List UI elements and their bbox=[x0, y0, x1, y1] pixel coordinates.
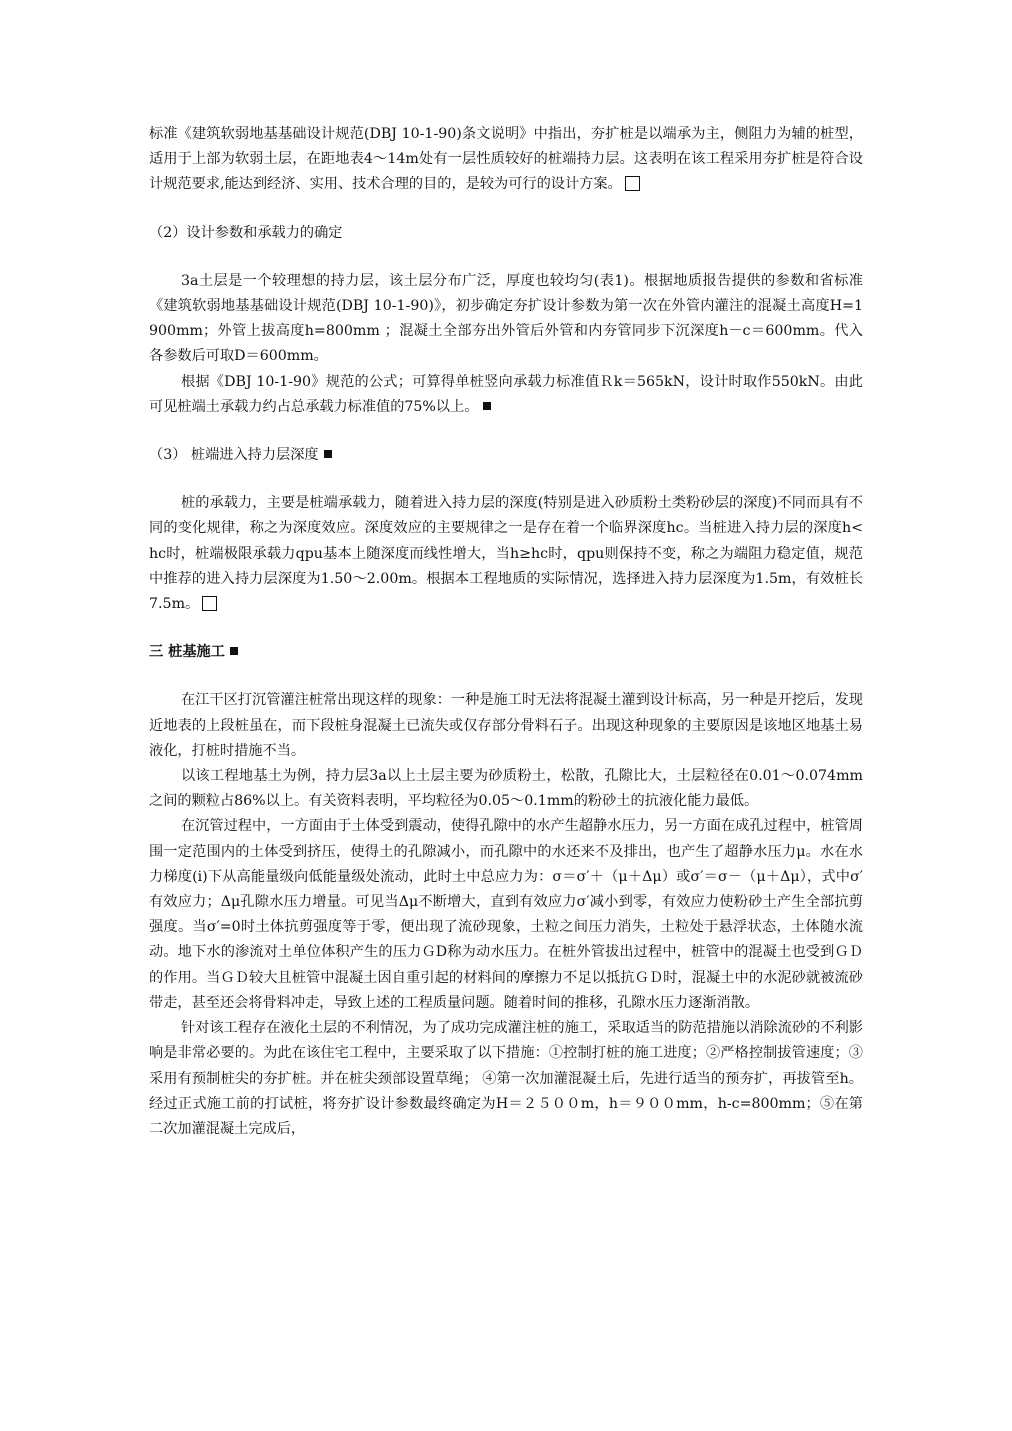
paragraph bbox=[149, 370, 863, 420]
section-heading: （2）设计参数和承载力的确定 bbox=[149, 224, 343, 241]
paragraph: 在江干区打沉管灌注桩常出现这样的现象：一种是施工时无法将混凝土灌到设计标高，另一种是开挖后，发现近地表的上段桩虽在，而下段桩身混凝土已流失或仅存部分骨料石子。出现这种现象的主要原因是该地区地基土易液化，打桩时措施不当。 bbox=[149, 692, 863, 759]
paragraph: 在沉管过程中，一方面由于土体受到震动，使得孔隙中的水产生超静水压力，另一方面在成孔过程中，桩管周围一定范围内的土体受到挤压，使得土的孔隙减小，而孔隙中的水还来不及排出，也产生了超静水压力μ。水在水力梯度(i)下从高能量级向低能量级处流动，此时土中总应力为：σ＝σ′＋（μ＋Δμ）或σ′＝σ－（μ＋Δμ），式中σ′有效应力；Δμ孔隙水压力增量。可见当Δμ不断增大，直到有效应力σ′减小到零，有效应力使粉砂土产生全部抗剪强度。当σ′=0时土体抗剪强度等于零，便出现了流砂现象，土粒之间压力消失，土粒处于悬浮状态，土体随水流动。地下水的渗流对土单位体积产生的压力ＧD称为动水压力。在桩外管拔出过程中，桩管中的混凝土也受到ＧＤ的作用。当ＧＤ较大且桩管中混凝土因自重引起的材料间的摩擦力不足以抵抗ＧＤ时，混凝土中的水泥砂就被流砂带走，甚至还会将骨料冲走，导致上述的工程质量问题。随着时间的推移，孔隙水压力逐渐消散。 bbox=[149, 818, 863, 1011]
paragraph bbox=[149, 122, 863, 198]
checkbox-box-icon bbox=[202, 596, 217, 611]
paragraph bbox=[149, 491, 863, 617]
section-heading bbox=[149, 443, 863, 468]
paragraph-text: 桩的承载力，主要是桩端承载力，随着进入持力层的深度(特别是进入砂质粉土类粉砂层的深度)不同而具有不同的变化规律，称之为深度效应。深度效应的主要规律之一是存在着一个临界深度hc。当桩进入持力层的深度h<hc时，桩端极限承载力qpu基本上随深度而线性增大，当h≥hc时，qpu则保持不变，称之为端阻力稳定值，规范中推荐的进入持力层深度为1.50～2.00m。根据本工程地质的实际情况，选择进入持力层深度为1.5m，有效桩长7.5m。 bbox=[149, 495, 863, 613]
document-page bbox=[149, 122, 863, 1142]
heading-text: （3） 桩端进入持力层深度 bbox=[149, 447, 319, 464]
paragraph-text: 根据《DBJ 10-1-90》规范的公式；可算得单桩竖向承载力标准值Ｒk＝565kN，设计时取作550kN。由此可见桩端土承载力约占总承载力标准值的75%以上。 bbox=[149, 373, 863, 415]
paragraph: 3a土层是一个较理想的持力层，该土层分布广泛，厚度也较均匀(表1)。根据地质报告提供的参数和省标准《建筑软弱地基基础设计规范(DBJ 10-1-90)》，初步确定夯扩设计参数为第一次在外管内灌注的混凝土高度H=1900mm；外管上拔高度h=800mm ；混凝土全部夯出外管后外管和内夯管同步下沉深度h－c＝600mm。代入各参数后可取D＝600mm。 bbox=[149, 272, 863, 365]
chapter-heading bbox=[149, 640, 863, 665]
paragraph: 针对该工程存在液化土层的不利情况，为了成功完成灌注桩的施工，采取适当的防范措施以消除流砂的不利影响是非常必要的。为此在该住宅工程中，主要采取了以下措施：①控制打桩的施工进度；②严格控制拔管速度；③采用有预制桩尖的夯扩桩。并在桩尖颈部设置草绳； ④第一次加灌混凝土后，先进行适当的预夯扩，再拔管至h。经过正式施工前的打试桩，将夯扩设计参数最终确定为H＝２５００m，h＝９００mm，h-c=800mm；⑤在第二次加灌混凝土完成后， bbox=[149, 1020, 863, 1137]
black-square-icon bbox=[230, 647, 238, 655]
paragraph: 以该工程地基土为例，持力层3a以上土层主要为砂质粉土，松散，孔隙比大，土层粒径在0.01～0.074mm之间的颗粒占86%以上。有关资料表明，平均粒径为0.05～0.1mm的粉砂土的抗液化能力最低。 bbox=[149, 768, 863, 810]
checkbox-box-icon bbox=[625, 176, 640, 191]
heading-text: 三 桩基施工 bbox=[149, 644, 225, 661]
black-square-icon bbox=[324, 450, 332, 458]
black-square-icon bbox=[483, 402, 491, 410]
paragraph-text: 标准《建筑软弱地基基础设计规范(DBJ 10-1-90)条文说明》中指出，夯扩桩是以端承为主，侧阻力为辅的桩型，适用于上部为软弱土层，在距地表4～14m处有一层性质较好的桩端持力层。这表明在该工程采用夯扩桩是符合设计规范要求,能达到经济、实用、技术合理的目的，是较为可行的设计方案。 bbox=[149, 126, 863, 193]
